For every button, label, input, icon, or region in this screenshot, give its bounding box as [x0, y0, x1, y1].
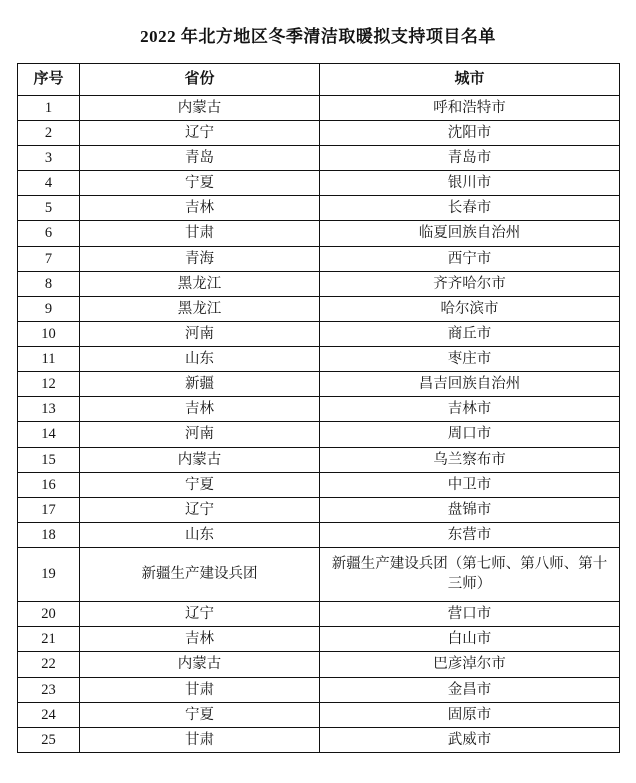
table-row [18, 221, 620, 246]
table-row [18, 548, 620, 602]
cell-city: 齐齐哈尔市 [320, 271, 620, 296]
cell-province: 宁夏 [80, 472, 320, 497]
cell-no: 9 [18, 296, 80, 321]
table-row [18, 677, 620, 702]
cell-province: 甘肃 [80, 727, 320, 752]
cell-city: 周口市 [320, 422, 620, 447]
cell-no: 14 [18, 422, 80, 447]
cell-province: 青海 [80, 246, 320, 271]
cell-province: 内蒙古 [80, 95, 320, 120]
cell-no: 3 [18, 146, 80, 171]
cell-city: 商丘市 [320, 321, 620, 346]
cell-no: 5 [18, 196, 80, 221]
cell-province: 山东 [80, 347, 320, 372]
cell-province: 甘肃 [80, 221, 320, 246]
cell-province: 甘肃 [80, 677, 320, 702]
cell-province: 山东 [80, 522, 320, 547]
cell-city: 哈尔滨市 [320, 296, 620, 321]
page-title: 2022 年北方地区冬季清洁取暖拟支持项目名单 [140, 27, 496, 46]
cell-city: 吉林市 [320, 397, 620, 422]
table-row [18, 627, 620, 652]
cell-no: 17 [18, 497, 80, 522]
column-header-no: 序号 [18, 64, 80, 96]
cell-city: 中卫市 [320, 472, 620, 497]
cell-province: 青岛 [80, 146, 320, 171]
table-row [18, 602, 620, 627]
table-row [18, 95, 620, 120]
cell-province: 辽宁 [80, 497, 320, 522]
table-container [0, 63, 636, 753]
table-row [18, 497, 620, 522]
table-row [18, 397, 620, 422]
cell-no: 16 [18, 472, 80, 497]
cell-province: 河南 [80, 321, 320, 346]
cell-province: 吉林 [80, 627, 320, 652]
cell-no: 19 [18, 548, 80, 602]
table-row [18, 522, 620, 547]
cell-city: 呼和浩特市 [320, 95, 620, 120]
cell-city: 昌吉回族自治州 [320, 372, 620, 397]
table-row [18, 347, 620, 372]
cell-no: 12 [18, 372, 80, 397]
cell-province: 黑龙江 [80, 271, 320, 296]
cell-city: 固原市 [320, 702, 620, 727]
cell-province: 宁夏 [80, 171, 320, 196]
cell-city: 乌兰察布市 [320, 447, 620, 472]
table-row [18, 120, 620, 145]
cell-city: 枣庄市 [320, 347, 620, 372]
cell-no: 22 [18, 652, 80, 677]
cell-city: 盘锦市 [320, 497, 620, 522]
cell-city: 沈阳市 [320, 120, 620, 145]
table-row [18, 652, 620, 677]
cell-city: 新疆生产建设兵团（第七师、第八师、第十三师） [320, 548, 620, 602]
cell-no: 4 [18, 171, 80, 196]
cell-no: 24 [18, 702, 80, 727]
cell-province: 宁夏 [80, 702, 320, 727]
cell-city: 东营市 [320, 522, 620, 547]
cell-province: 吉林 [80, 196, 320, 221]
table-row [18, 422, 620, 447]
cell-no: 18 [18, 522, 80, 547]
table-row [18, 246, 620, 271]
cell-city: 金昌市 [320, 677, 620, 702]
table-row [18, 472, 620, 497]
cell-no: 7 [18, 246, 80, 271]
cell-province: 新疆 [80, 372, 320, 397]
table-row [18, 702, 620, 727]
cell-no: 11 [18, 347, 80, 372]
table-row [18, 727, 620, 752]
cell-city: 银川市 [320, 171, 620, 196]
cell-no: 21 [18, 627, 80, 652]
cell-province: 内蒙古 [80, 447, 320, 472]
cell-city: 临夏回族自治州 [320, 221, 620, 246]
cell-province: 辽宁 [80, 602, 320, 627]
table-header [18, 64, 620, 96]
cell-no: 10 [18, 321, 80, 346]
table-row [18, 171, 620, 196]
cell-province: 内蒙古 [80, 652, 320, 677]
cell-no: 25 [18, 727, 80, 752]
column-header-province: 省份 [80, 64, 320, 96]
table-header-row [18, 64, 620, 96]
cell-city: 白山市 [320, 627, 620, 652]
table-row [18, 146, 620, 171]
column-header-city: 城市 [320, 64, 620, 96]
table-body [18, 95, 620, 752]
table-row [18, 447, 620, 472]
cell-no: 1 [18, 95, 80, 120]
cell-city: 巴彦淖尔市 [320, 652, 620, 677]
cell-province: 辽宁 [80, 120, 320, 145]
cell-city: 青岛市 [320, 146, 620, 171]
project-list-table [17, 63, 620, 753]
cell-province: 新疆生产建设兵团 [80, 548, 320, 602]
cell-city: 长春市 [320, 196, 620, 221]
cell-no: 8 [18, 271, 80, 296]
cell-no: 2 [18, 120, 80, 145]
cell-province: 河南 [80, 422, 320, 447]
cell-no: 13 [18, 397, 80, 422]
cell-no: 20 [18, 602, 80, 627]
cell-province: 黑龙江 [80, 296, 320, 321]
cell-city: 武威市 [320, 727, 620, 752]
table-row [18, 321, 620, 346]
table-row [18, 296, 620, 321]
cell-no: 6 [18, 221, 80, 246]
cell-no: 23 [18, 677, 80, 702]
table-row [18, 196, 620, 221]
cell-province: 吉林 [80, 397, 320, 422]
cell-city: 西宁市 [320, 246, 620, 271]
table-row [18, 271, 620, 296]
table-row [18, 372, 620, 397]
cell-city: 营口市 [320, 602, 620, 627]
cell-no: 15 [18, 447, 80, 472]
